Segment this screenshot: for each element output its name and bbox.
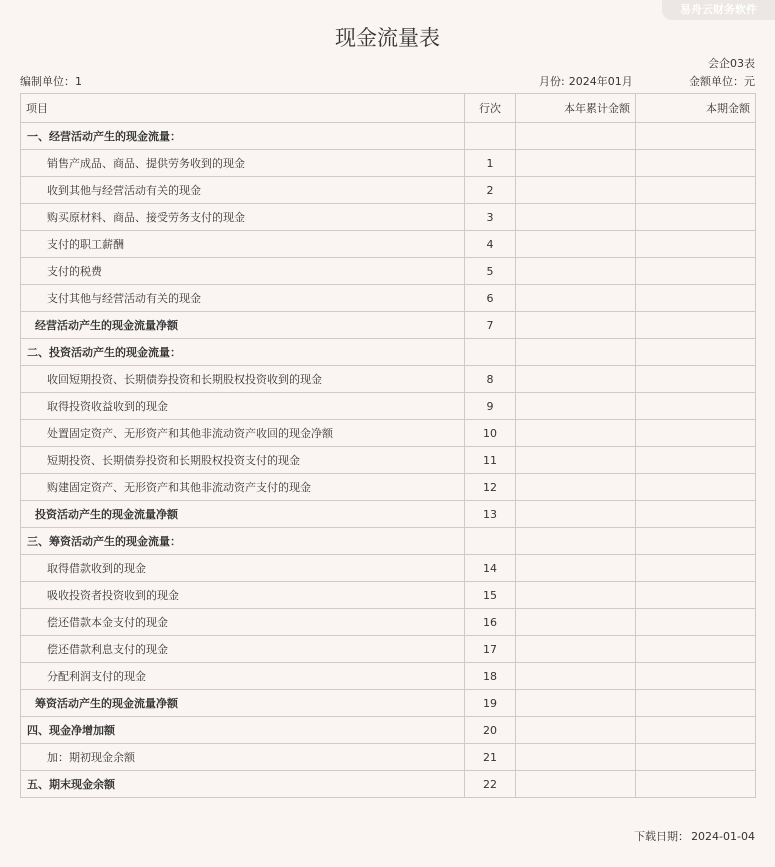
row-ytd-amount <box>516 717 636 744</box>
currency-unit-value: 元 <box>744 75 755 88</box>
row-line-no: 6 <box>465 285 516 312</box>
table-row <box>21 609 756 636</box>
row-line-no: 21 <box>465 744 516 771</box>
row-period-amount <box>636 690 756 717</box>
row-period-amount <box>636 204 756 231</box>
table-row <box>21 555 756 582</box>
table-row <box>21 177 756 204</box>
row-ytd-amount <box>516 339 636 366</box>
row-line-no: 11 <box>465 447 516 474</box>
row-line-no: 14 <box>465 555 516 582</box>
table-row <box>21 420 756 447</box>
row-item-label: 支付的税费 <box>21 258 465 285</box>
row-item-label: 购买原材料、商品、接受劳务支付的现金 <box>21 204 465 231</box>
row-line-no: 1 <box>465 150 516 177</box>
row-item-label: 购建固定资产、无形资产和其他非流动资产支付的现金 <box>21 474 465 501</box>
row-ytd-amount <box>516 609 636 636</box>
header-period-amount: 本期金额 <box>636 94 756 123</box>
row-ytd-amount <box>516 366 636 393</box>
row-item-label: 经营活动产生的现金流量净额 <box>21 312 465 339</box>
row-item-label: 筹资活动产生的现金流量净额 <box>21 690 465 717</box>
table-row <box>21 501 756 528</box>
row-item-label: 支付的职工薪酬 <box>21 231 465 258</box>
row-ytd-amount <box>516 501 636 528</box>
row-item-label: 收到其他与经营活动有关的现金 <box>21 177 465 204</box>
table-row <box>21 744 756 771</box>
row-period-amount <box>636 609 756 636</box>
table-row <box>21 474 756 501</box>
download-date <box>634 828 755 844</box>
row-line-no: 16 <box>465 609 516 636</box>
row-period-amount <box>636 285 756 312</box>
row-ytd-amount <box>516 258 636 285</box>
table-row <box>21 204 756 231</box>
row-period-amount <box>636 420 756 447</box>
report-month-value: 2024年01月 <box>568 75 633 88</box>
table-row <box>21 339 756 366</box>
row-period-amount <box>636 582 756 609</box>
prepared-by-label: 编制单位： <box>20 75 75 88</box>
row-period-amount <box>636 447 756 474</box>
row-ytd-amount <box>516 204 636 231</box>
row-item-label: 偿还借款利息支付的现金 <box>21 636 465 663</box>
row-item-label: 收回短期投资、长期债券投资和长期股权投资收到的现金 <box>21 366 465 393</box>
cash-flow-table <box>20 93 756 798</box>
row-ytd-amount <box>516 663 636 690</box>
row-period-amount <box>636 258 756 285</box>
header-line-no: 行次 <box>465 94 516 123</box>
row-item-label: 销售产成品、商品、提供劳务收到的现金 <box>21 150 465 177</box>
row-ytd-amount <box>516 771 636 798</box>
row-period-amount <box>636 636 756 663</box>
row-ytd-amount <box>516 582 636 609</box>
row-ytd-amount <box>516 285 636 312</box>
row-item-label: 一、经营活动产生的现金流量： <box>21 123 465 150</box>
row-ytd-amount <box>516 744 636 771</box>
row-period-amount <box>636 366 756 393</box>
row-period-amount <box>636 555 756 582</box>
row-line-no: 5 <box>465 258 516 285</box>
prepared-by-unit <box>20 73 82 89</box>
row-line-no <box>465 123 516 150</box>
row-ytd-amount <box>516 636 636 663</box>
row-item-label: 四、现金净增加额 <box>21 717 465 744</box>
row-period-amount <box>636 717 756 744</box>
row-ytd-amount <box>516 312 636 339</box>
row-period-amount <box>636 339 756 366</box>
row-ytd-amount <box>516 150 636 177</box>
row-period-amount <box>636 501 756 528</box>
prepared-by-value: 1 <box>75 75 82 88</box>
report-title: 现金流量表 <box>335 26 440 50</box>
table-row <box>21 663 756 690</box>
row-line-no: 18 <box>465 663 516 690</box>
row-line-no: 10 <box>465 420 516 447</box>
download-date-value: 2024-01-04 <box>691 830 755 843</box>
header-ytd-amount: 本年累计金额 <box>516 94 636 123</box>
table-row <box>21 771 756 798</box>
row-item-label: 取得借款收到的现金 <box>21 555 465 582</box>
row-line-no: 20 <box>465 717 516 744</box>
row-line-no <box>465 339 516 366</box>
row-line-no: 12 <box>465 474 516 501</box>
report-month-label: 月份: <box>539 75 565 88</box>
table-body <box>21 123 756 798</box>
row-ytd-amount <box>516 528 636 555</box>
row-item-label: 分配利润支付的现金 <box>21 663 465 690</box>
currency-unit <box>689 73 755 89</box>
row-line-no: 8 <box>465 366 516 393</box>
row-line-no: 4 <box>465 231 516 258</box>
row-line-no: 9 <box>465 393 516 420</box>
row-item-label: 五、期末现金余额 <box>21 771 465 798</box>
row-period-amount <box>636 231 756 258</box>
row-line-no: 7 <box>465 312 516 339</box>
table-row <box>21 123 756 150</box>
row-period-amount <box>636 744 756 771</box>
row-item-label: 处置固定资产、无形资产和其他非流动资产收回的现金净额 <box>21 420 465 447</box>
row-line-no: 15 <box>465 582 516 609</box>
table-row <box>21 582 756 609</box>
table-header-row <box>21 94 756 123</box>
row-item-label: 加：期初现金余额 <box>21 744 465 771</box>
row-line-no <box>465 528 516 555</box>
row-ytd-amount <box>516 123 636 150</box>
table-row <box>21 312 756 339</box>
header-item: 项目 <box>21 94 465 123</box>
table-row <box>21 690 756 717</box>
table-row <box>21 258 756 285</box>
form-code: 会企03表 <box>708 57 755 70</box>
row-ytd-amount <box>516 555 636 582</box>
row-line-no: 13 <box>465 501 516 528</box>
table-row <box>21 636 756 663</box>
row-item-label: 三、筹资活动产生的现金流量： <box>21 528 465 555</box>
report-month <box>539 73 633 89</box>
row-item-label: 二、投资活动产生的现金流量： <box>21 339 465 366</box>
row-period-amount <box>636 771 756 798</box>
table-row <box>21 366 756 393</box>
row-period-amount <box>636 123 756 150</box>
row-period-amount <box>636 474 756 501</box>
row-ytd-amount <box>516 393 636 420</box>
row-line-no: 2 <box>465 177 516 204</box>
table-row <box>21 717 756 744</box>
row-period-amount <box>636 393 756 420</box>
row-period-amount <box>636 312 756 339</box>
row-item-label: 支付其他与经营活动有关的现金 <box>21 285 465 312</box>
row-item-label: 取得投资收益收到的现金 <box>21 393 465 420</box>
table-row <box>21 231 756 258</box>
watermark-badge: 易舟云财务软件 <box>662 0 775 20</box>
row-ytd-amount <box>516 231 636 258</box>
row-item-label: 偿还借款本金支付的现金 <box>21 609 465 636</box>
row-item-label: 吸收投资者投资收到的现金 <box>21 582 465 609</box>
row-period-amount <box>636 528 756 555</box>
row-line-no: 19 <box>465 690 516 717</box>
row-line-no: 17 <box>465 636 516 663</box>
download-date-label: 下载日期： <box>634 830 690 843</box>
table-row <box>21 447 756 474</box>
table-row <box>21 528 756 555</box>
row-period-amount <box>636 177 756 204</box>
table-row <box>21 393 756 420</box>
table-row <box>21 150 756 177</box>
row-period-amount <box>636 150 756 177</box>
row-item-label: 投资活动产生的现金流量净额 <box>21 501 465 528</box>
row-line-no: 3 <box>465 204 516 231</box>
table-row <box>21 285 756 312</box>
row-ytd-amount <box>516 474 636 501</box>
currency-unit-label: 金额单位： <box>689 75 744 88</box>
row-ytd-amount <box>516 447 636 474</box>
row-ytd-amount <box>516 177 636 204</box>
row-line-no: 22 <box>465 771 516 798</box>
row-ytd-amount <box>516 690 636 717</box>
row-period-amount <box>636 663 756 690</box>
row-ytd-amount <box>516 420 636 447</box>
row-item-label: 短期投资、长期债券投资和长期股权投资支付的现金 <box>21 447 465 474</box>
